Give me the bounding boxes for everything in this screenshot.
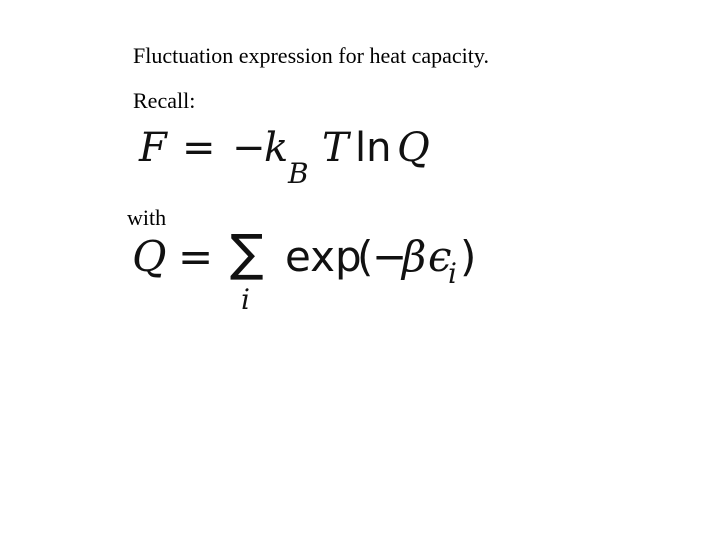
with-label: with [127,205,167,230]
eq1-Q: Q [397,125,430,171]
partition-function-equation [130,224,490,323]
eq1-k: k [264,125,289,171]
eq2-sum-index: i [241,283,250,316]
eq2-lhs-Q: Q [132,232,167,281]
eq1-equals: = [182,125,216,171]
slide-title: Fluctuation expression for heat capacity. [133,43,489,68]
eq2-equals: = [178,232,214,281]
eq2-epsilon: ϵ [428,232,452,281]
eq2-exp: exp [285,232,362,281]
eq1-lhs-F: F [139,125,167,171]
eq2-close-paren: ) [460,232,477,281]
eq1-k-subscript: B [288,157,309,190]
eq2-minus: − [372,232,408,281]
free-energy-equation [137,122,447,190]
recall-label: Recall: [133,88,196,113]
eq2-sum-symbol: ∑ [230,224,264,282]
eq2-beta: β [402,232,427,281]
eq1-minus: − [232,125,266,171]
eq1-ln: ln [355,125,392,171]
eq2-epsilon-subscript: i [448,257,457,290]
eq2-open-paren: ( [357,232,374,281]
eq1-T: T [322,125,349,171]
